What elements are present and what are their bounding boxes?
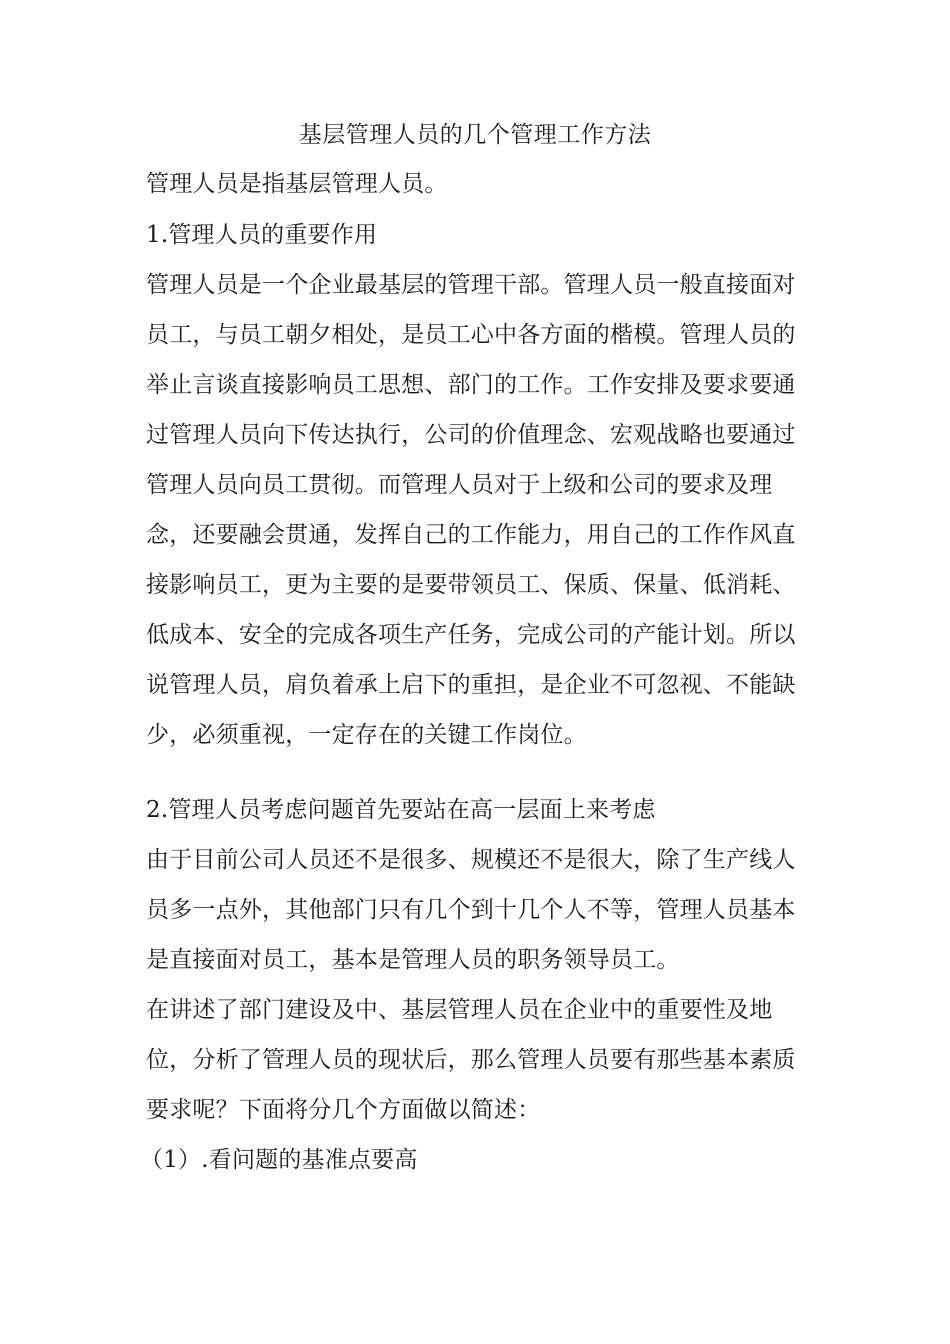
section1-heading: 1.管理人员的重要作用 [146, 222, 378, 248]
section2-paragraph2-line: 要求呢？下面将分几个方面做以简述： [146, 1097, 541, 1123]
section1-line: 员工，与员工朝夕相处，是员工心中各方面的楷模。管理人员的 [146, 322, 796, 348]
section2-paragraph1-line: 是直接面对员工，基本是管理人员的职务领导员工。 [146, 947, 680, 973]
section1-line: 接影响员工，更为主要的是要带领员工、保质、保量、低消耗、 [146, 572, 796, 598]
section1-line: 念，还要融会贯通，发挥自己的工作能力，用自己的工作作风直 [146, 522, 796, 548]
section1-line: 说管理人员，肩负着承上启下的重担，是企业不可忽视、不能缺 [146, 672, 796, 698]
section2-paragraph1-line: 由于目前公司人员还不是很多、规模还不是很大，除了生产线人 [146, 847, 796, 873]
section1-line: 过管理人员向下传达执行，公司的价值理念、宏观战略也要通过 [146, 422, 796, 448]
intro-line: 管理人员是指基层管理人员。 [146, 171, 448, 197]
section1-line: 管理人员是一个企业最基层的管理干部。管理人员一般直接面对 [146, 272, 796, 298]
section2-paragraph1-line: 员多一点外，其他部门只有几个到十几个人不等，管理人员基本 [146, 897, 796, 923]
section1-line: 举止言谈直接影响员工思想、部门的工作。工作安排及要求要通 [146, 372, 796, 398]
section1-line: 管理人员向员工贯彻。而管理人员对于上级和公司的要求及理 [146, 472, 773, 498]
section2-paragraph2-line: 位，分析了管理人员的现状后，那么管理人员要有那些基本素质 [146, 1047, 796, 1073]
section2-item1: （1）.看问题的基准点要高 [140, 1147, 418, 1173]
section1-line: 少，必须重视，一定存在的关键工作岗位。 [146, 722, 587, 748]
section2-paragraph2-line: 在讲述了部门建设及中、基层管理人员在企业中的重要性及地 [146, 997, 773, 1023]
section1-line: 低成本、安全的完成各项生产任务，完成公司的产能计划。所以 [146, 622, 796, 648]
section2-heading: 2.管理人员考虑问题首先要站在高一层面上来考虑 [146, 797, 656, 823]
document-title: 基层管理人员的几个管理工作方法 [298, 122, 652, 148]
